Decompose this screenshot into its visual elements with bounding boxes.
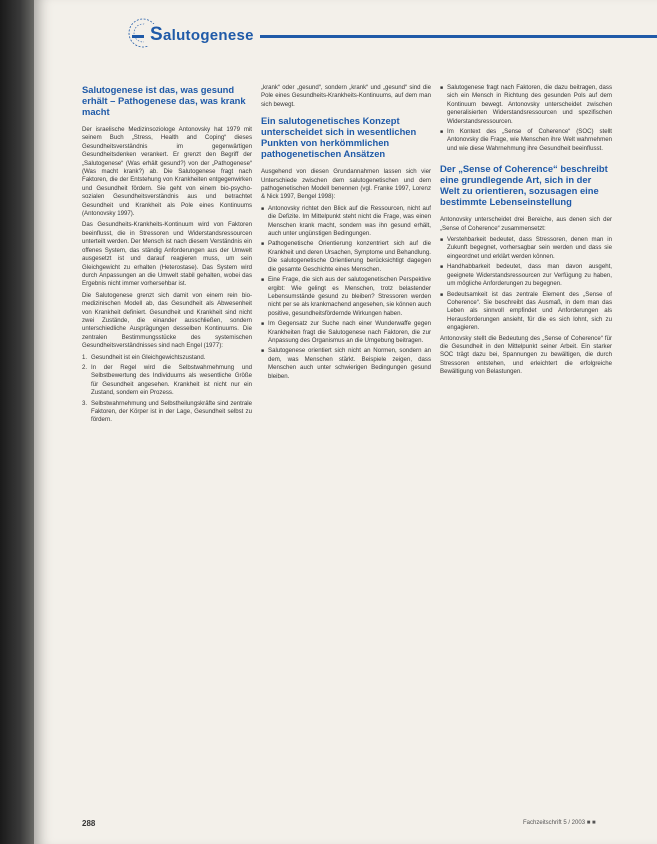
- column-1: [82, 84, 252, 427]
- column-3-heading: Der „Sense of Coherence“ beschreibt eine grundlegende Art, sich in der Welt zu orientieren, sozusagen eine bestimmte Lebenseinstellung: [440, 163, 608, 208]
- bullet-item: ■ Eine Frage, die sich aus der salutogenetischen Perspektive ergibt: Wie gelingt es Menschen, trotz belastender Lebensumstände gesund zu bleiben? Stressoren werden nicht per se als krankmachend angesehen, sie können auch positive, gesundheitsfördernde Wirkungen haben.: [261, 276, 431, 318]
- bullet-item: ■ Salutogenese fragt nach Faktoren, die dazu beitragen, dass sich ein Mensch in Richtung des gesunden Pols auf dem Kontinuum bewegt. Antonovsky unterscheidet zwischen generalisierten Widerstandsressourcen und spezifischen Widerstandsressourcen.: [440, 84, 612, 126]
- bullet-item: ■ Pathogenetische Orientierung konzentriert sich auf die Krankheit und deren Ursachen, Symptome und Behandlung. Die salutogenetische Orientierung berücksichtigt dagegen die gesamte Geschichte eines Menschen.: [261, 240, 431, 274]
- paragraph: Das Gesundheits-Krankheits-Kontinuum wird von Faktoren beeinflusst, die in Stressoren und Widerstandsressourcen unterteilt werden. Der Mensch ist nach diesem Verständnis ein offenes System, das ständig Anforderungen aus der Umwelt ausgesetzt ist und darauf reagieren muss, um sein Gleichgewicht zu erhalten (Heterostase). Das System wird durch Anpassungen an die Umwelt stabil gehalten, wobei das Ergebnis nicht immer vorhersehbar ist.: [82, 221, 252, 288]
- scan-gutter: [0, 0, 34, 844]
- paragraph: Ausgehend von diesen Grundannahmen lassen sich vier Unterschiede zwischen dem salutogenetischen und dem pathogenetischen Modell benennen (vgl. Franke 1997, Lorenz & Nick 1997, Bengel 1998):: [261, 168, 431, 201]
- paragraph: Die Salutogenese grenzt sich damit von einem rein bio-medizinischen Modell ab, das Gesundheit als Abwesenheit von Krankheit definiert. Gesundheit und Krankheit sind nicht zwei Zustände, die einander ausschließen, sondern unterschiedliche Ausprägungen desselben Kontinuums. Die zentralen Bestimmungsstücke des systemischen Gesundheitsverständnisses sind nach Engel (1977):: [82, 291, 252, 350]
- numbered-item: 1. Gesundheit ist ein Gleichgewichtszustand.: [82, 353, 206, 361]
- bullet-item: ■ Im Kontext des „Sense of Coherence“ (SOC) stellt Antonovsky die Frage, wie Menschen ihre Welt wahrnehmen und wie diese Wahrnehmung ihre Gesundheit beeinflusst.: [440, 128, 612, 153]
- numbered-item: 2. In der Regel wird die Selbstwahrnehmung und Selbstbewertung des Individuums als wesentliche Größe für Gesundheit angesehen. Krankheit ist nicht nur ein Zustand, sondern ein Prozess.: [82, 363, 252, 397]
- bullet-item: ■ Verstehbarkeit bedeutet, dass Stressoren, denen man in Zukunft begegnet, vorhersagbar sein werden und dass sie eingeordnet und erklärt werden können.: [440, 236, 612, 261]
- section-header: [132, 22, 657, 48]
- paragraph: Der israelische Medizinsoziologe Antonovsky hat 1979 mit seinem Buch „Stress, Health and Coping“ dieses Gesundheitsverständnis im gegenwärtigen Gesundheitsdenken verankert. Er grenzt den Begriff der „Salutogenese“ (Was erhält gesund?) von der „Pathogenese“ (Was macht krank?) ab. Die Salutogenese fragt nach Faktoren, die der Entstehung von Krankheiten entgegenwirken und Gesundheit fördern. Sie geht von einem bio-psycho-sozialen Gesundheitsverständnis aus und betrachtet Gesundheit und Krankheit als Pole eines Kontinuums (Antonovsky 1997).: [82, 126, 252, 218]
- numbered-item: 3. Selbstwahrnehmung und Selbstheilungskräfte sind zentrale Faktoren, der Körper ist in der Lage, Gesundheit selbst zu fördern.: [82, 399, 252, 424]
- column-2-heading: Ein salutogenetisches Konzept unterscheidet sich in wesentlichen Punkten von herkömmlichen pathogenetischen Ansätzen: [261, 115, 417, 160]
- paragraph: Antonovsky unterscheidet drei Bereiche, aus denen sich der „Sense of Coherence“ zusammensetzt:: [440, 216, 612, 232]
- bullet-item: ■ Antonovsky richtet den Blick auf die Ressourcen, nicht auf die Defizite. Im Mittelpunkt steht nicht die Frage, was einen Menschen krank macht, sondern was ihn gesund erhält, auch unter ungünstigen Bedingungen.: [261, 205, 431, 239]
- bullet-item: ■ Salutogenese orientiert sich nicht an Normen, sondern an dem, was Menschen stärkt. Beispiele zeigen, dass Menschen auch unter schwierigen Bedingungen gesund bleiben.: [261, 347, 431, 381]
- journal-footer: Fachzeitschrift 5 / 2003 ■ ■: [523, 820, 596, 826]
- page-number: 288: [82, 819, 96, 828]
- column-1-heading: Salutogenese ist das, was gesund erhält – Pathogenese das, was krank macht: [82, 84, 246, 117]
- paragraph: Antonovsky stellt die Bedeutung des „Sense of Coherence“ für die Gesundheit in den Mittelpunkt seiner Arbeit. Ein starker SOC trägt dazu bei, Spannungen zu bewältigen, die durch Stressoren entstehen, und erleichtert die erfolgreiche Bewältigung von Belastungen.: [440, 334, 612, 376]
- column-3: [440, 84, 612, 380]
- bullet-item: ■ Im Gegensatz zur Suche nach einer Wunderwaffe gegen Krankheiten fragt die Salutogenese nach Faktoren, die zur Anpassung des Organismus an die Umgebung beitragen.: [261, 320, 431, 345]
- column-2: [261, 84, 431, 383]
- section-title: Salutogenese: [144, 24, 260, 46]
- paragraph: „krank“ oder „gesund“, sondern „krank“ und „gesund“ sind die Pole eines Gesundheits-Krankheits-Kontinuums, auf dem man sich bewegt.: [261, 84, 431, 108]
- bullet-item: ■ Bedeutsamkeit ist das zentrale Element des „Sense of Coherence“. Sie beschreibt das Ausmaß, in dem man das Leben als sinnvoll empfindet und Anforderungen als Herausforderungen ansieht, für die es sich lohnt, sich zu engagieren.: [440, 291, 612, 333]
- bullet-item: ■ Handhabbarkeit bedeutet, dass man davon ausgeht, geeignete Widerstandsressourcen zur Verfügung zu haben, um mögliche Anforderungen zu begegnen.: [440, 263, 612, 288]
